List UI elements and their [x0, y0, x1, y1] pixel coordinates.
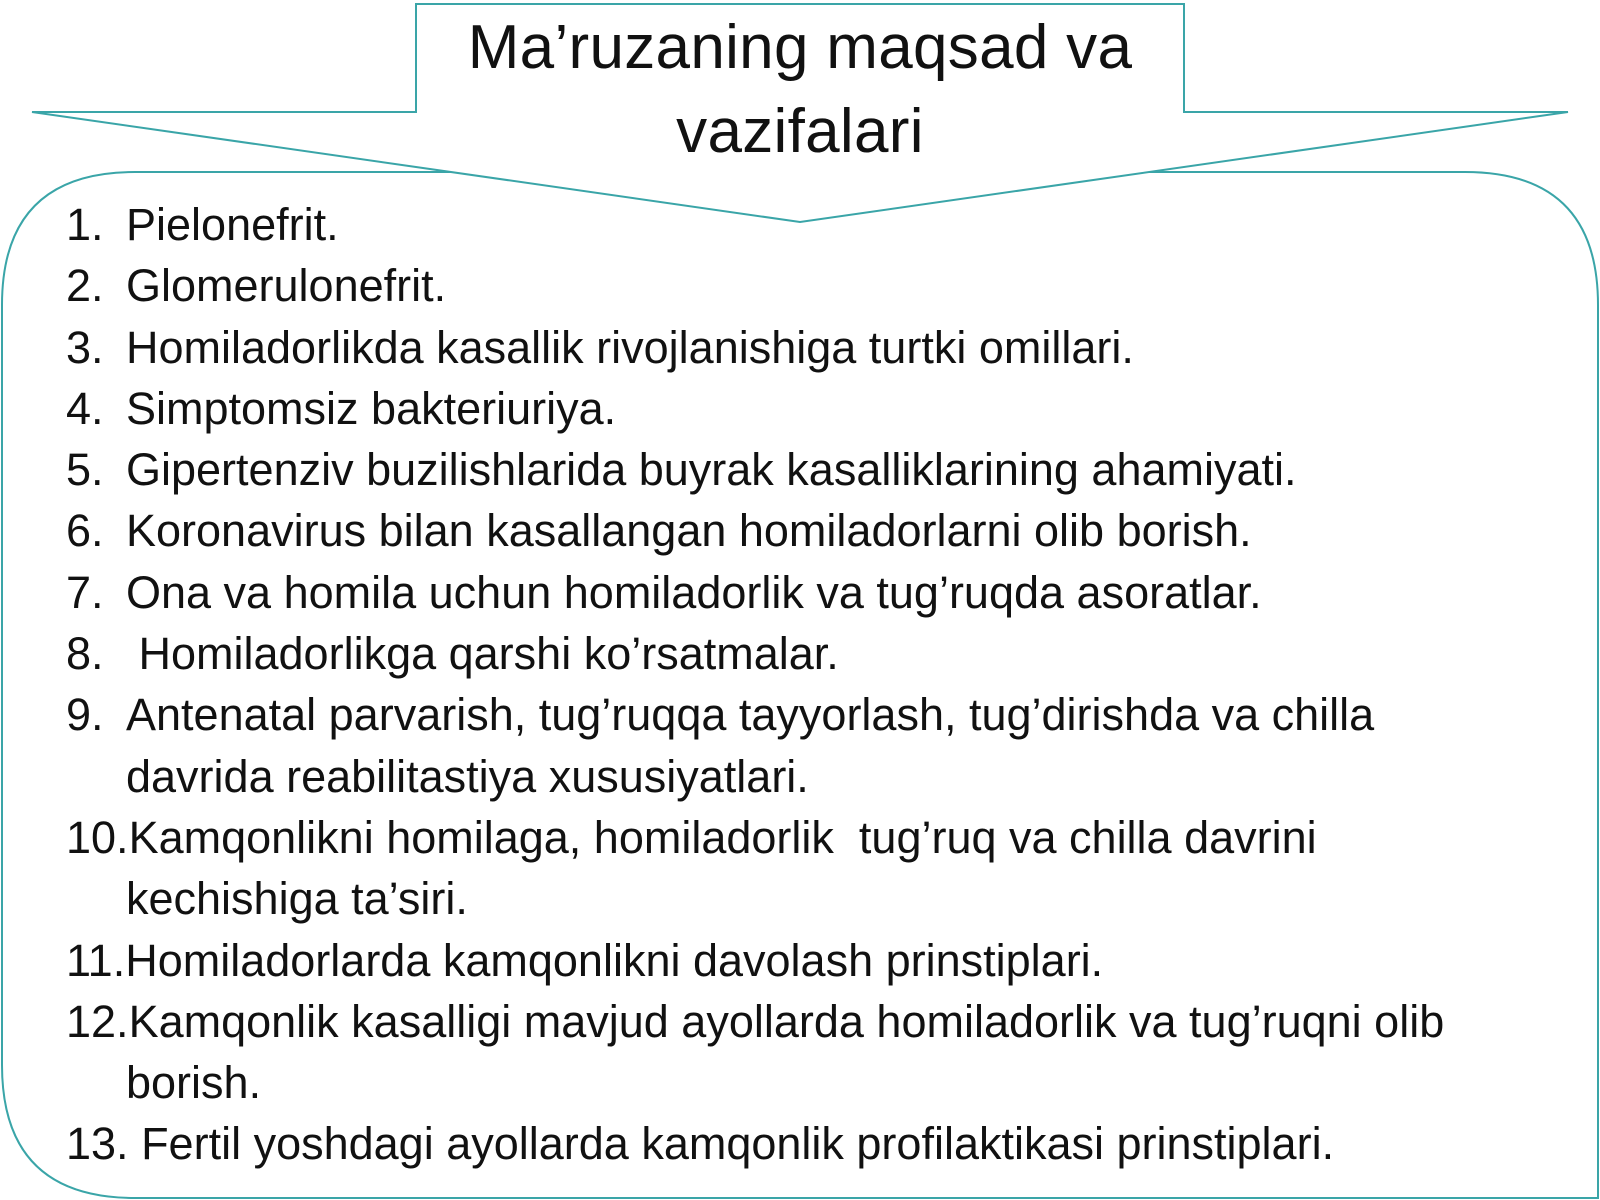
list-item-text-line-1: Kamqonlik kasalligi mavjud ayollarda homiladorlik va tug’ruqni olib	[128, 995, 1445, 1047]
list-item-text: Homiladorlarda kamqonlikni davolash prinstiplari.	[125, 934, 1104, 986]
list-item-text-line-1: Kamqonlikni homilaga, homiladorlik tug’ruq va chilla davrini	[128, 811, 1317, 863]
list-item	[66, 1113, 1546, 1174]
list-item-number: 13.	[66, 1118, 129, 1170]
list-item-text-line-2: borish.	[126, 1057, 262, 1109]
list-item-number: 8.	[66, 628, 104, 680]
list-item-number: 6.	[66, 505, 104, 557]
list-item-text-line-2: davrida reabilitastiya xususiyatlari.	[126, 750, 809, 802]
list-item-text: Ona va homila uchun homiladorlik va tug’ruqda asoratlar.	[126, 566, 1262, 618]
list-item	[66, 500, 1546, 561]
list-item-number: 2.	[66, 260, 104, 312]
list-item	[66, 439, 1546, 500]
list-item-text: Simptomsiz bakteriuriya.	[126, 382, 617, 434]
list-item-number: 11.	[66, 934, 126, 986]
list-item	[66, 255, 1546, 316]
topic-list	[66, 194, 1546, 1175]
slide-title-line-2: vazifalari	[676, 97, 924, 166]
list-item	[66, 991, 1546, 1114]
list-item-text	[126, 684, 1506, 807]
list-item-text: Glomerulonefrit.	[126, 260, 447, 312]
list-item	[66, 317, 1546, 378]
list-item	[66, 930, 1546, 991]
list-item-number: 7.	[66, 566, 104, 618]
list-item	[66, 623, 1546, 684]
list-item-number: 3.	[66, 321, 104, 373]
list-item-text: Homiladorlikda kasallik rivojlanishiga turtki omillari.	[126, 321, 1134, 373]
list-item-number: 10.	[66, 811, 129, 863]
list-item-number: 12.	[66, 995, 129, 1047]
slide-title	[420, 6, 1180, 174]
list-item-text: Homiladorlikga qarshi ko’rsatmalar.	[126, 628, 839, 680]
list-item-text-line-1: Antenatal parvarish, tug’ruqqa tayyorlash, tug’dirishda va chilla	[126, 689, 1375, 741]
list-item-text-line-2: kechishiga ta’siri.	[126, 873, 468, 925]
list-item-text: Koronavirus bilan kasallangan homiladorlarni olib borish.	[126, 505, 1252, 557]
list-item	[66, 378, 1546, 439]
list-item-text: Pielonefrit.	[126, 199, 339, 250]
list-item-number: 5.	[66, 444, 104, 496]
list-item-number: 4.	[66, 382, 104, 434]
list-item	[66, 684, 1546, 807]
list-item-text: Fertil yoshdagi ayollarda kamqonlik profilaktikasi prinstiplari.	[128, 1118, 1335, 1170]
list-item-number: 9.	[66, 689, 104, 741]
list-item	[66, 562, 1546, 623]
list-item	[66, 807, 1546, 930]
list-item-number: 1.	[66, 199, 104, 250]
list-item-text: Gipertenziv buzilishlarida buyrak kasalliklarining ahamiyati.	[126, 444, 1297, 496]
list-item	[66, 194, 1546, 255]
slide-title-line-1: Ma’ruzaning maqsad va	[467, 13, 1133, 82]
